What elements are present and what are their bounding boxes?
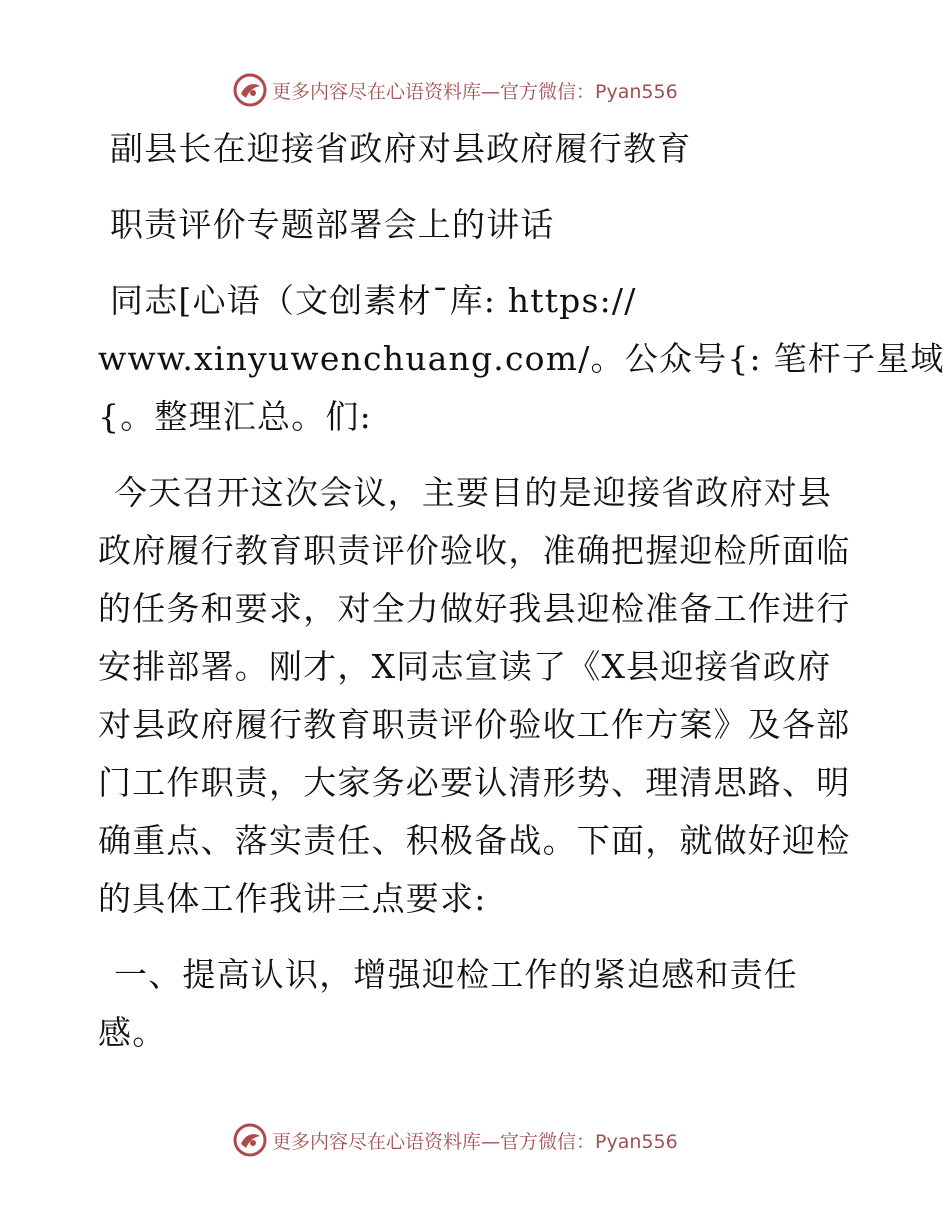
xinyu-logo-icon bbox=[232, 1122, 268, 1158]
paragraph-line-5: 对县政府履行教育职责评价验收工作方案》及各部 bbox=[98, 705, 851, 744]
paragraph-line-3: 的任务和要求，对全力做好我县迎检准备工作进行 bbox=[98, 589, 851, 628]
section-heading-line-1: 一、提高认识，增强迎检工作的紧迫感和责任 bbox=[114, 955, 798, 994]
footer-watermark-banner bbox=[232, 1120, 712, 1160]
watermark-text: 更多内容尽在心语资料库—官方微信：Pyan556 bbox=[272, 1130, 678, 1153]
section-heading-line-2: 感。 bbox=[98, 1013, 167, 1052]
salutation-line-2: www.xinyuwenchuang.com/。公众号{: 笔杆子星域 bbox=[98, 339, 945, 378]
document-body bbox=[98, 120, 945, 1062]
watermark-text: 更多内容尽在心语资料库—官方微信：Pyan556 bbox=[272, 80, 678, 103]
header-watermark-banner bbox=[232, 70, 712, 110]
document-title-line-2: 职责评价专题部署会上的讲话 bbox=[110, 205, 555, 244]
salutation-line-1: 同志[心语（文创素材¯库: https:// bbox=[110, 281, 637, 320]
paragraph-line-4: 安排部署。刚才，X同志宣读了《X县迎接省政府 bbox=[98, 647, 832, 686]
paragraph-line-6: 门工作职责，大家务必要认清形势、理清思路、明 bbox=[98, 763, 851, 802]
xinyu-logo-icon bbox=[232, 72, 268, 108]
paragraph-line-7: 确重点、落实责任、积极备战。下面，就做好迎检 bbox=[98, 821, 851, 860]
paragraph-line-1: 今天召开这次会议，主要目的是迎接省政府对县 bbox=[114, 473, 833, 512]
paragraph-line-8: 的具体工作我讲三点要求: bbox=[98, 879, 487, 918]
document-title-line-1: 副县长在迎接省政府对县政府履行教育 bbox=[110, 129, 692, 168]
salutation-line-3: {。整理汇总。们: bbox=[98, 397, 372, 436]
paragraph-line-2: 政府履行教育职责评价验收，准确把握迎检所面临 bbox=[98, 531, 851, 570]
